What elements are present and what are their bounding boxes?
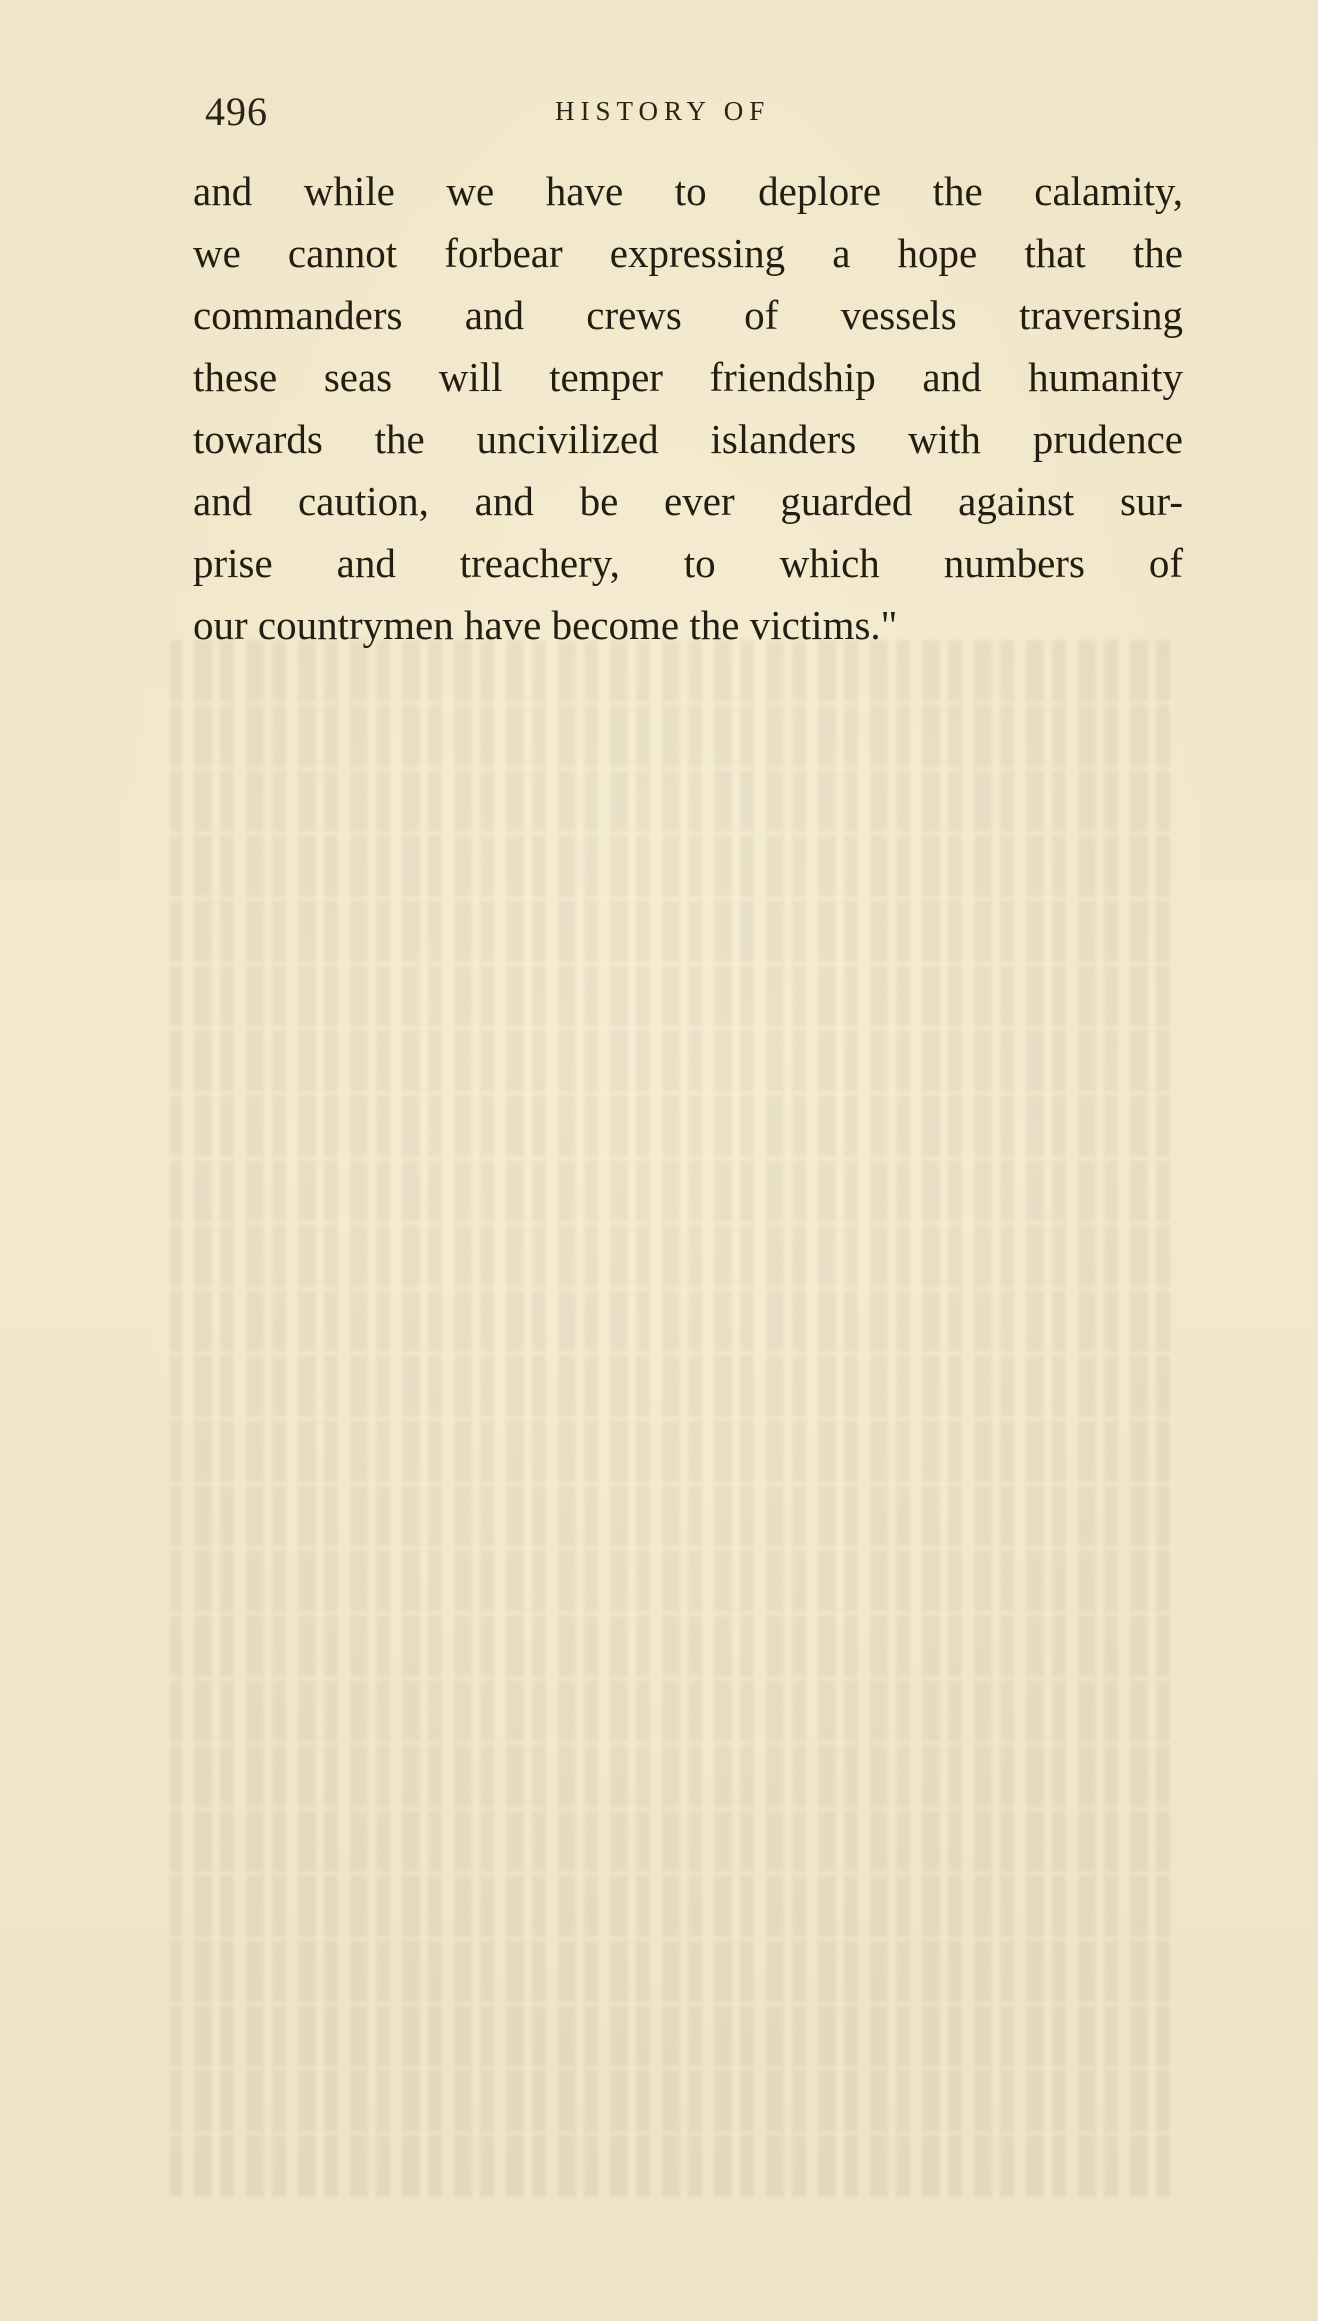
text-line: towards the uncivilized islanders with prudence <box>193 416 1183 462</box>
text-line: we cannot forbear expressing a hope that the <box>193 230 1183 276</box>
text-line: prise and treachery, to which numbers of <box>193 540 1183 586</box>
show-through-text <box>170 640 1170 2260</box>
body-text <box>193 160 1183 656</box>
running-head <box>0 88 1318 138</box>
text-line: commanders and crews of vessels traversing <box>193 292 1183 338</box>
page-number: 496 <box>205 89 268 134</box>
text-line: these seas will temper friendship and humanity <box>193 354 1183 400</box>
text-line: and while we have to deplore the calamity, <box>193 168 1183 214</box>
running-title: HISTORY OF <box>555 96 771 126</box>
text-line: our countrymen have become the victims." <box>193 602 898 648</box>
text-line: and caution, and be ever guarded against sur- <box>193 478 1183 524</box>
